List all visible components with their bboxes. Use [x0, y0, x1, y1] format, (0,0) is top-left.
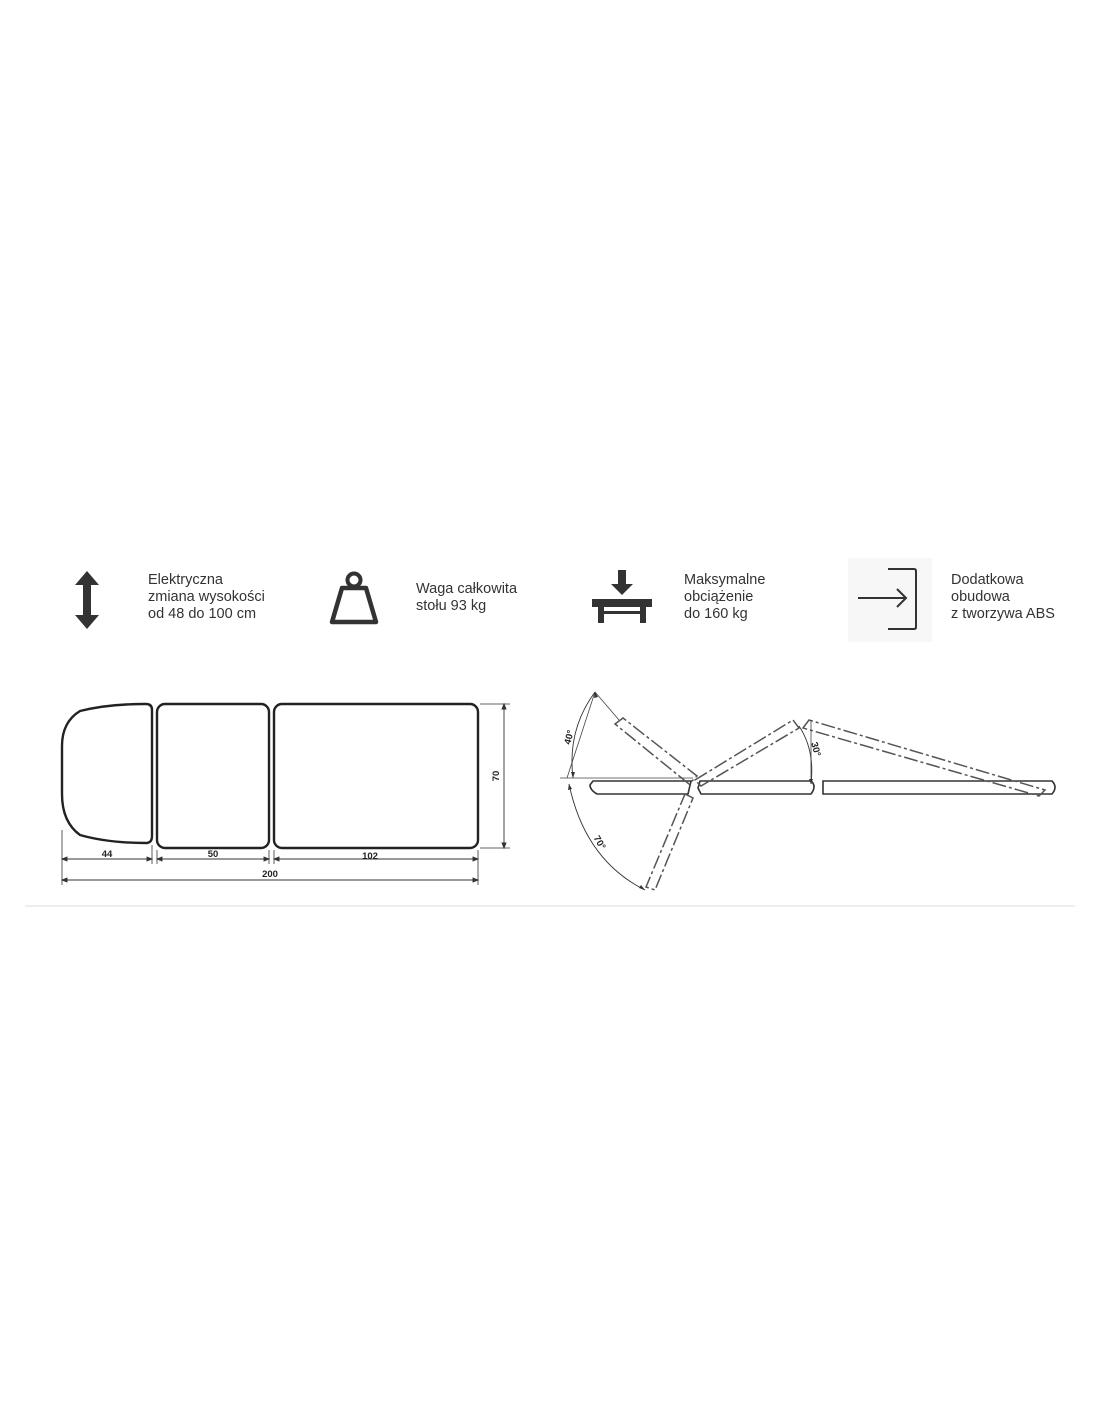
table-top-view-diagram	[40, 680, 500, 900]
flat-head-section	[590, 781, 691, 794]
angle-head-up: 40°	[562, 728, 577, 746]
head-raised-position	[615, 718, 697, 784]
feature-line: od 48 do 100 cm	[148, 606, 257, 622]
dim-middle-length: 50	[207, 849, 219, 860]
dim-total-length: 200	[262, 869, 278, 880]
angle-leg-up: 30°	[808, 740, 823, 758]
feature-line: obudowa	[951, 589, 1010, 605]
middle-section	[157, 704, 269, 848]
feature-line: Maksymalne	[684, 572, 766, 588]
max-load-icon	[580, 558, 664, 642]
middle-raised-position	[695, 720, 799, 786]
divider	[25, 905, 1075, 907]
feature-line: obciążenie	[684, 589, 754, 605]
arc-30	[799, 726, 812, 784]
up-down-arrow-icon	[46, 558, 130, 642]
leg-section	[274, 704, 478, 848]
leg-raised-position	[803, 720, 1045, 796]
arc-70	[569, 784, 645, 890]
head-section	[62, 704, 152, 843]
dim-width: 70	[491, 770, 502, 782]
dim-head-length: 44	[101, 849, 113, 860]
feature-line: Elektryczna	[148, 572, 223, 588]
table-side-view-diagram	[555, 680, 1075, 900]
feature-line: z tworzywa ABS	[951, 606, 1055, 622]
head-lowered-position	[646, 794, 693, 890]
feature-line: stołu 93 kg	[416, 598, 487, 614]
feature-line: do 160 kg	[684, 606, 748, 622]
feature-line: Waga całkowita	[416, 581, 518, 597]
feature-text	[684, 572, 765, 623]
flat-middle-section	[698, 781, 814, 794]
feature-line: zmiana wysokości	[148, 589, 265, 605]
feature-line: Dodatkowa	[951, 572, 1024, 588]
feature-text	[148, 572, 265, 623]
angle-head-down: 70°	[590, 833, 608, 852]
enclosure-arrow-icon	[848, 558, 932, 642]
dim-leg-length: 102	[362, 851, 378, 862]
feature-text	[951, 572, 1055, 623]
feature-text	[416, 581, 517, 615]
weight-icon	[312, 558, 396, 642]
